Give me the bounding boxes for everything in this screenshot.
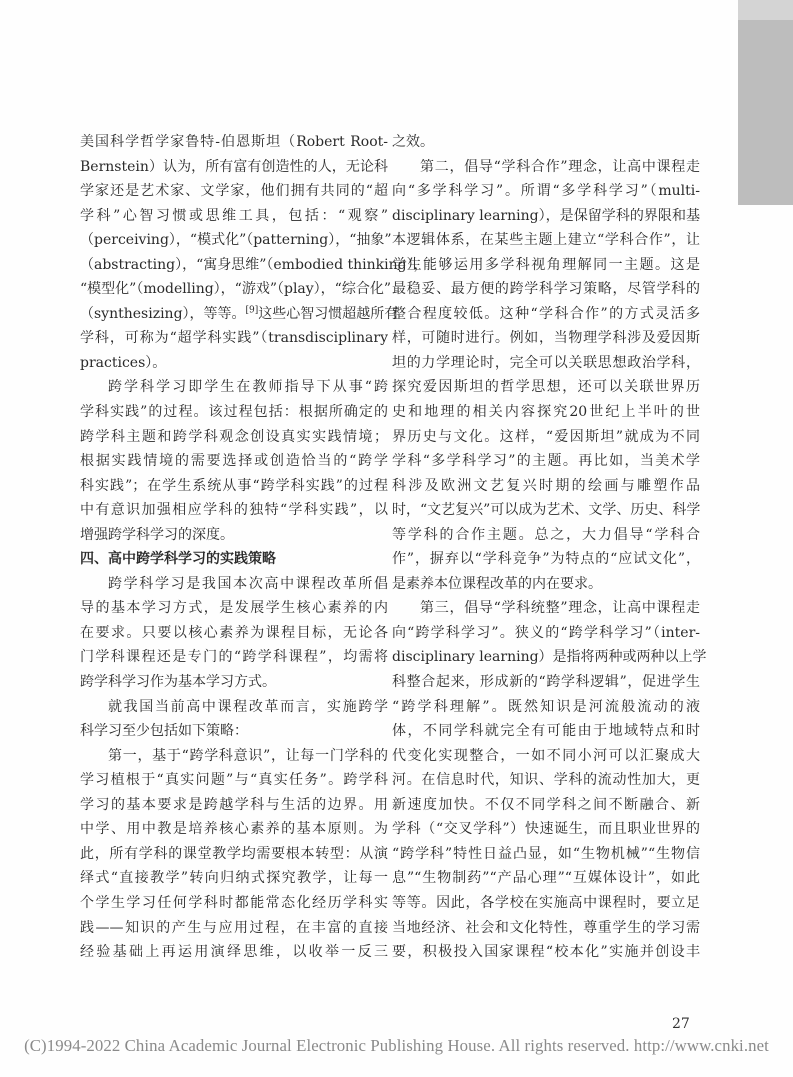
- text-line: Bernstein）认为，所有富有创造性的人，无论科: [80, 158, 388, 175]
- text-line: 个学生学习任何学科时都能常态化经历学科实: [80, 894, 388, 911]
- text-line: 学科“多学科学习”的主题。再比如，当美术学: [392, 453, 700, 470]
- text-line: 就我国当前高中课程改革而言，实施跨学: [108, 698, 388, 715]
- text-line: 第一，基于“跨学科意识”，让每一门学科的: [108, 747, 388, 764]
- page-edge-tab-light: [738, 0, 793, 20]
- text-line: 等学科的合作主题。总之，大力倡导“学科合: [392, 526, 700, 543]
- text-line: 跨学科主题和跨学科观念创设真实实践情境；: [80, 428, 388, 445]
- text-line: 在要求。只要以核心素养为课程目标，无论各: [80, 624, 388, 641]
- text-line: 学科，可称为“超学科实践”（transdisciplinary: [80, 330, 388, 347]
- text-line: 中学、用中教是培养核心素养的基本原则。为: [80, 821, 388, 838]
- right-text-column: [392, 130, 707, 965]
- text-line: 绎式“直接教学”转向归纳式探究教学，让每一: [80, 870, 388, 887]
- text-line: 界历史与文化。这样，“爱因斯坦”就成为不同: [392, 428, 700, 445]
- text-line: 坦的力学理论时，完全可以关联思想政治学科，: [392, 354, 700, 371]
- text-line: 向“跨学科学习”。狭义的“跨学科学习”（inter-: [392, 624, 700, 641]
- text-line: 最稳妥、最方便的跨学科学习策略，尽管学科的: [392, 281, 700, 298]
- text-line: 美国科学哲学家鲁特-伯恩斯坦（Robert Root-: [80, 134, 388, 150]
- text-line: 学科（“交叉学科”）快速诞生，而且职业世界的: [392, 821, 700, 838]
- text-line: 经验基础上再运用演绎思维，以收举一反三: [80, 944, 388, 961]
- text-line: 科实践”；在学生系统从事“跨学科实践”的过程: [80, 477, 388, 494]
- text-line: 息”“生物制药”“产品心理”“互媒体设计”，如此: [392, 870, 700, 887]
- text-line: 当地经济、社会和文化特性，尊重学生的学习需: [392, 919, 700, 936]
- text-line: 此，所有学科的课堂教学均需要根本转型：从演: [80, 845, 388, 862]
- text-line: 探究爱因斯坦的哲学思想，还可以关联世界历: [392, 379, 700, 396]
- text-line: “模型化”（modelling），“游戏”（play），“综合化”: [80, 281, 392, 298]
- text-line: 向“多学科学习”。所谓“多学科学习”（multi-: [392, 183, 700, 200]
- text-line: 样，可随时进行。例如，当物理学科涉及爱因斯: [392, 330, 700, 347]
- text-line: 新速度加快。不仅不同学科之间不断融合、新: [392, 796, 700, 813]
- text-line: 整合程度较低。这种“学科合作”的方式灵活多: [392, 305, 700, 322]
- text-line: 跨学科学习作为基本学习方式。: [80, 674, 276, 691]
- text-line: 是素养本位课程改革的内在要求。: [392, 575, 602, 592]
- text-line: 跨学科学习即学生在教师指导下从事“跨: [108, 379, 388, 396]
- text-line: 科涉及欧洲文艺复兴时期的绘画与雕塑作品: [392, 477, 700, 494]
- text-line: 河。在信息时代，知识、学科的流动性加大，更: [392, 772, 700, 789]
- text-line: 门学科课程还是专门的“跨学科课程”，均需将: [80, 649, 388, 666]
- text-line: 要，积极投入国家课程“校本化”实施并创设丰: [392, 944, 700, 961]
- text-line: 学科”心智习惯或思维工具，包括：“观察”: [80, 207, 388, 224]
- text-line: 践——知识的产生与应用过程，在丰富的直接: [80, 919, 388, 936]
- section-heading: 四、高中跨学科学习的实践策略: [80, 551, 276, 568]
- text-line: 本逻辑体系，在某些主题上建立“学科合作”，让: [392, 232, 700, 249]
- text-line: 学习植根于“真实问题”与“真实任务”。跨学科: [80, 772, 388, 789]
- text-line: disciplinary learning），是保留学科的界限和基: [392, 207, 700, 224]
- text-line: 科学习至少包括如下策略：: [80, 723, 248, 740]
- text-line: practices）。: [80, 354, 167, 371]
- text-line: “跨学科”特性日益凸显，如“生物机械”“生物信: [392, 845, 700, 862]
- text-line: 中有意识加强相应学科的独特“学科实践”，以: [80, 502, 388, 519]
- text-line: 根据实践情境的需要选择或创造恰当的“跨学: [80, 453, 388, 470]
- text-line: 跨学科学习是我国本次高中课程改革所倡: [108, 575, 388, 592]
- text-line: 史和地理的相关内容探究20世纪上半叶的世: [392, 404, 700, 421]
- text-line: 学生能够运用多学科视角理解同一主题。这是: [392, 256, 700, 273]
- text-line: 时，“文艺复兴”可以成为艺术、文学、历史、科学: [392, 502, 701, 519]
- text-line: disciplinary learning）是指将两种或两种以上学: [392, 649, 707, 666]
- page-edge-tab: [738, 20, 793, 205]
- text-line: 科整合起来，形成新的“跨学科逻辑”，促进学生: [392, 674, 700, 691]
- text-line: 作”，摒弃以“学科竞争”为特点的“应试文化”，: [392, 551, 700, 568]
- citation-marker: [9]: [245, 305, 259, 316]
- text-line: 体，不同学科就完全有可能由于地域特点和时: [392, 723, 700, 740]
- text-line: “跨学科理解”。既然知识是河流般流动的液: [392, 698, 700, 715]
- text-line: 学家还是艺术家、文学家，他们拥有共同的“超: [80, 183, 388, 200]
- text-line: 第二，倡导“学科合作”理念，让高中课程走: [420, 158, 700, 175]
- text-line: （synthesizing），等等。[9]这些心智习惯超越所有: [80, 305, 399, 322]
- text-line: 之效。: [392, 134, 434, 150]
- text-line: 代变化实现整合，一如不同小河可以汇聚成大: [392, 747, 700, 764]
- text-line: 第三，倡导“学科统整”理念，让高中课程走: [420, 600, 700, 617]
- text-line: （perceiving），“模式化”（patterning），“抽象”: [80, 232, 392, 249]
- text-line: （abstracting），“寓身思维”（embodied thinking），: [80, 256, 428, 273]
- page-number: 27: [672, 1016, 690, 1032]
- text-line: 等等。因此，各学校在实施高中课程时，要立足: [392, 894, 700, 911]
- text-line: 导的基本学习方式，是发展学生核心素养的内: [80, 600, 388, 617]
- text-line: 学科实践”的过程。该过程包括：根据所确定的: [80, 404, 388, 421]
- copyright-footer: (C)1994-2022 China Academic Journal Electronic Publishing House. All rights reserved. http://www.cnki.net: [24, 1036, 769, 1055]
- text-line: 增强跨学科学习的深度。: [80, 526, 234, 543]
- text-line: 学习的基本要求是跨越学科与生活的边界。用: [80, 796, 388, 813]
